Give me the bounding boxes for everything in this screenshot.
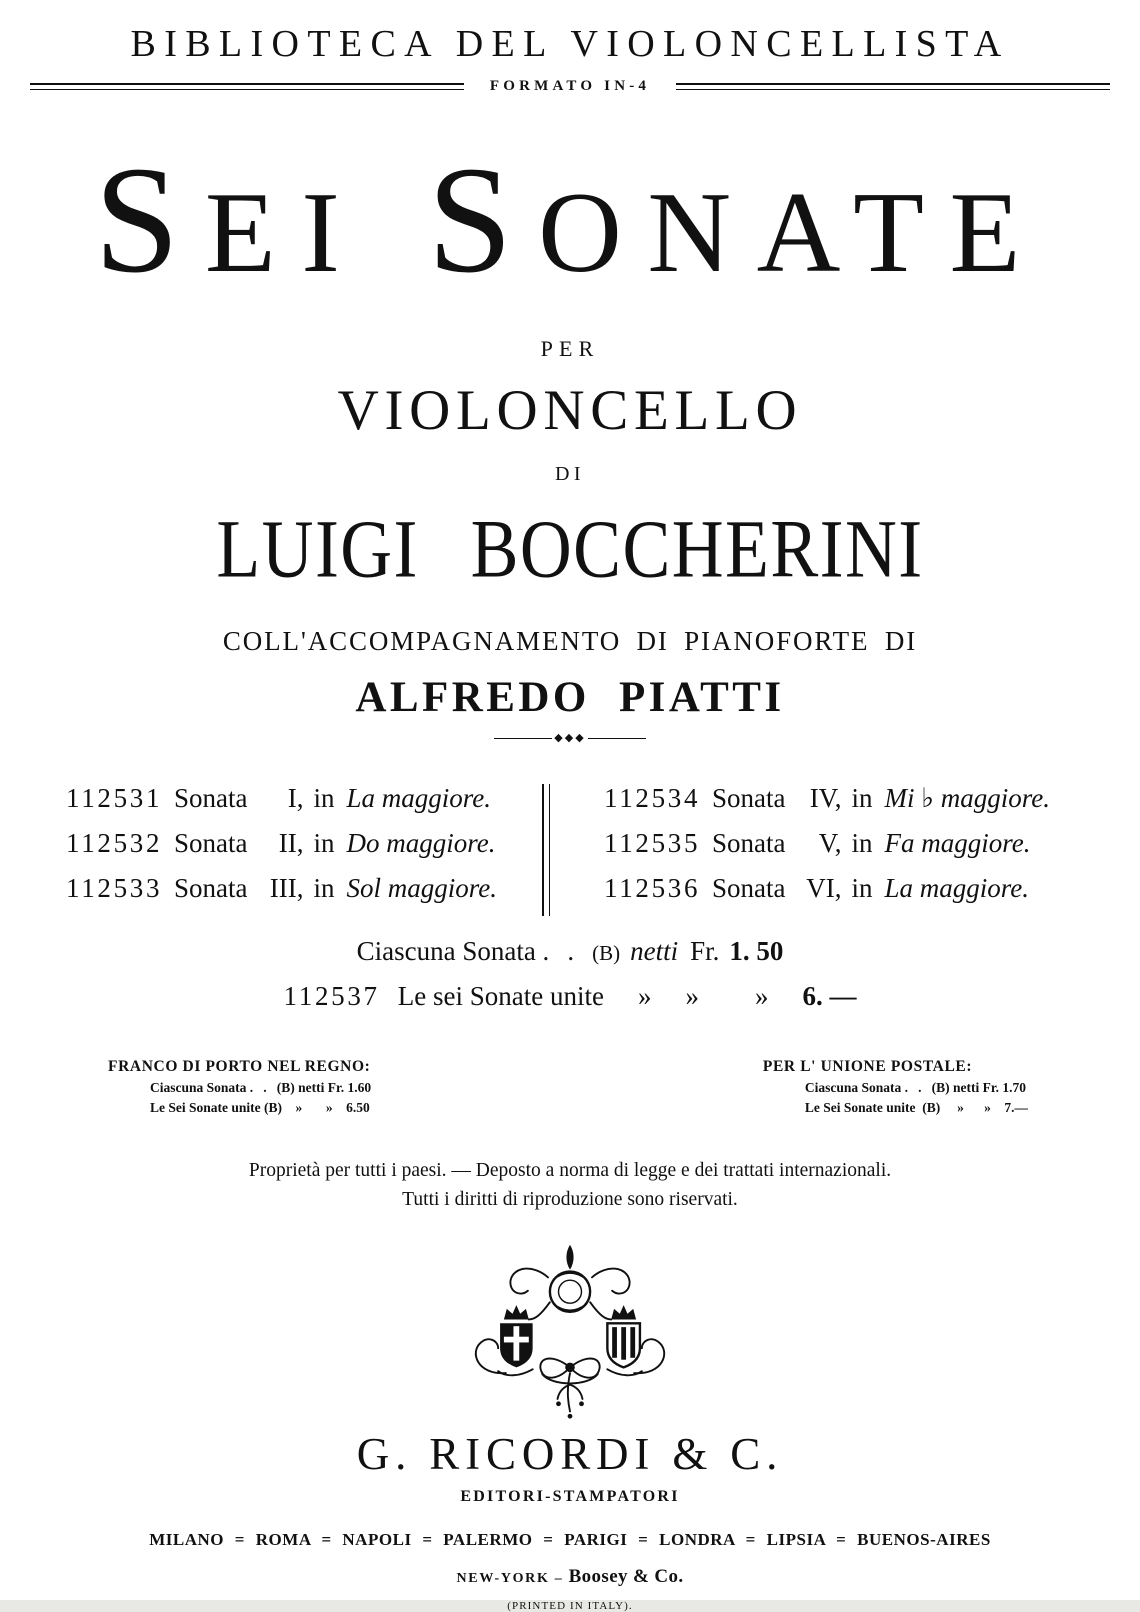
newyork-dash: – — [554, 1570, 564, 1586]
sonata-numeral: III, — [269, 872, 304, 903]
postal-block-international — [763, 1058, 1028, 1116]
catalog-entry — [604, 828, 1074, 873]
main-title-word-2: SONATE — [427, 135, 1046, 305]
price-each-dot: . — [567, 935, 575, 966]
sonata-key: La maggiore. — [346, 782, 492, 813]
sonata-label: Sonata — [712, 782, 786, 813]
in-label: in — [851, 782, 873, 813]
netti-label: netti — [630, 935, 679, 966]
price-line-each — [0, 936, 1140, 967]
in-label: in — [851, 872, 873, 903]
currency-label: Fr. — [690, 935, 720, 966]
in-label: in — [313, 782, 335, 813]
catalog-entry — [604, 783, 1074, 828]
catalog-entry — [66, 828, 536, 873]
sonata-key: Mi ♭ maggiore. — [884, 782, 1050, 813]
per-label: PER — [540, 335, 600, 361]
catalog-entry — [604, 873, 1074, 918]
series-title: BIBLIOTECA DEL VIOLONCELLISTA — [130, 23, 1010, 65]
plate-number: 112533 — [66, 872, 163, 903]
plate-number: 112536 — [604, 872, 701, 903]
publisher-cities: MILANO = ROMA = NAPOLI = PALERMO = PARIGI = LONDRA = LIPSIA = BUENOS-AIRES — [149, 1529, 991, 1549]
postal-pricing-section — [0, 1058, 1140, 1116]
price-line-combined — [0, 981, 1140, 1012]
postal-international-heading: PER L' UNIONE POSTALE: — [762, 1057, 973, 1075]
printed-in-italy-label: (PRINTED IN ITALY). — [507, 1599, 633, 1612]
postal-international-line1: Ciascuna Sonata . . (B) netti Fr. 1.70 — [804, 1079, 1026, 1095]
postal-domestic-heading: FRANCO DI PORTO NEL REGNO: — [108, 1057, 371, 1075]
plate-number: 112532 — [66, 827, 163, 858]
catalog-entry — [66, 783, 536, 828]
postal-block-domestic — [108, 1058, 371, 1116]
sonata-numeral: IV, — [809, 782, 842, 813]
publisher-newyork-line — [0, 1566, 1140, 1588]
newyork-label: NEW-YORK — [456, 1570, 550, 1586]
postal-international-line2: Le Sei Sonate unite (B) » » 7.— — [804, 1099, 1028, 1115]
publisher-role: EDITORI-STAMPATORI — [460, 1487, 680, 1505]
publisher-name: G. RICORDI & C. — [356, 1428, 784, 1479]
price-combined-label: Le sei Sonate unite — [397, 980, 604, 1011]
ditto-mark: » — [685, 980, 699, 1011]
in-label: in — [851, 827, 873, 858]
sonata-key: Sol maggiore. — [346, 872, 498, 903]
plate-number: 112531 — [66, 782, 163, 813]
sonata-key: La maggiore. — [884, 872, 1030, 903]
ricordi-crest-emblem — [0, 1239, 1140, 1426]
accompaniment-line: COLL'ACCOMPAGNAMENTO DI PIANOFORTE DI — [222, 625, 918, 656]
copyright-line-1: Proprietà per tutti i paesi. — Deposto a norma di legge e dei trattati internazionali. — [248, 1159, 892, 1181]
ornament-line-left — [494, 738, 552, 739]
main-title-word-1: SEI — [94, 135, 366, 305]
composer-name: LUIGI BOCCHERINI — [216, 503, 924, 595]
in-label: in — [313, 872, 335, 903]
catalog-entry — [66, 873, 536, 918]
price-each-amount: 1. 50 — [729, 935, 784, 966]
main-title — [0, 135, 1140, 305]
copyright-line-2: Tutti i diritti di riproduzione sono riservati. — [402, 1188, 738, 1210]
in-label: in — [313, 827, 335, 858]
sonata-numeral: I, — [287, 782, 304, 813]
edition-mark: (B) — [592, 940, 621, 965]
ditto-mark: » — [637, 980, 652, 1011]
sonata-label: Sonata — [174, 827, 248, 858]
sonata-label: Sonata — [712, 872, 786, 903]
plate-number: 112534 — [604, 782, 701, 813]
sonata-key: Do maggiore. — [346, 827, 496, 858]
di-label: DI — [555, 462, 585, 485]
instrument-title: VIOLONCELLO — [337, 378, 803, 442]
plate-number: 112537 — [283, 980, 380, 1011]
sonata-numeral: V, — [818, 827, 842, 858]
format-label: FORMATO IN-4 — [489, 77, 651, 94]
format-row — [0, 78, 1140, 95]
sonata-label: Sonata — [712, 827, 786, 858]
double-rule-left — [30, 83, 464, 90]
sonata-key: Fa maggiore. — [884, 827, 1031, 858]
sonata-numeral: II, — [278, 827, 304, 858]
sonata-catalog — [0, 783, 1140, 918]
sonata-numeral: VI, — [806, 872, 842, 903]
plate-number: 112535 — [604, 827, 701, 858]
postal-domestic-line1: Ciascuna Sonata . . (B) netti Fr. 1.60 — [150, 1079, 372, 1095]
sonata-label: Sonata — [174, 872, 248, 903]
double-rule-right — [676, 83, 1110, 90]
ornament-line-right — [588, 738, 646, 739]
newyork-agent: Boosey & Co. — [568, 1565, 684, 1587]
column-divider-rule — [542, 784, 550, 916]
divider-ornament: ◆◆◆ — [0, 738, 1140, 739]
arranger-name: ALFREDO PIATTI — [355, 673, 785, 721]
catalog-column-left — [66, 783, 536, 918]
sonata-label: Sonata — [174, 782, 248, 813]
price-combined-amount: 6. — — [802, 980, 857, 1011]
catalog-column-right — [556, 783, 1074, 918]
postal-domestic-line2: Le Sei Sonate unite (B) » » 6.50 — [150, 1099, 370, 1115]
price-each-label: Ciascuna Sonata . — [356, 935, 550, 966]
ditto-mark: » — [754, 980, 769, 1011]
